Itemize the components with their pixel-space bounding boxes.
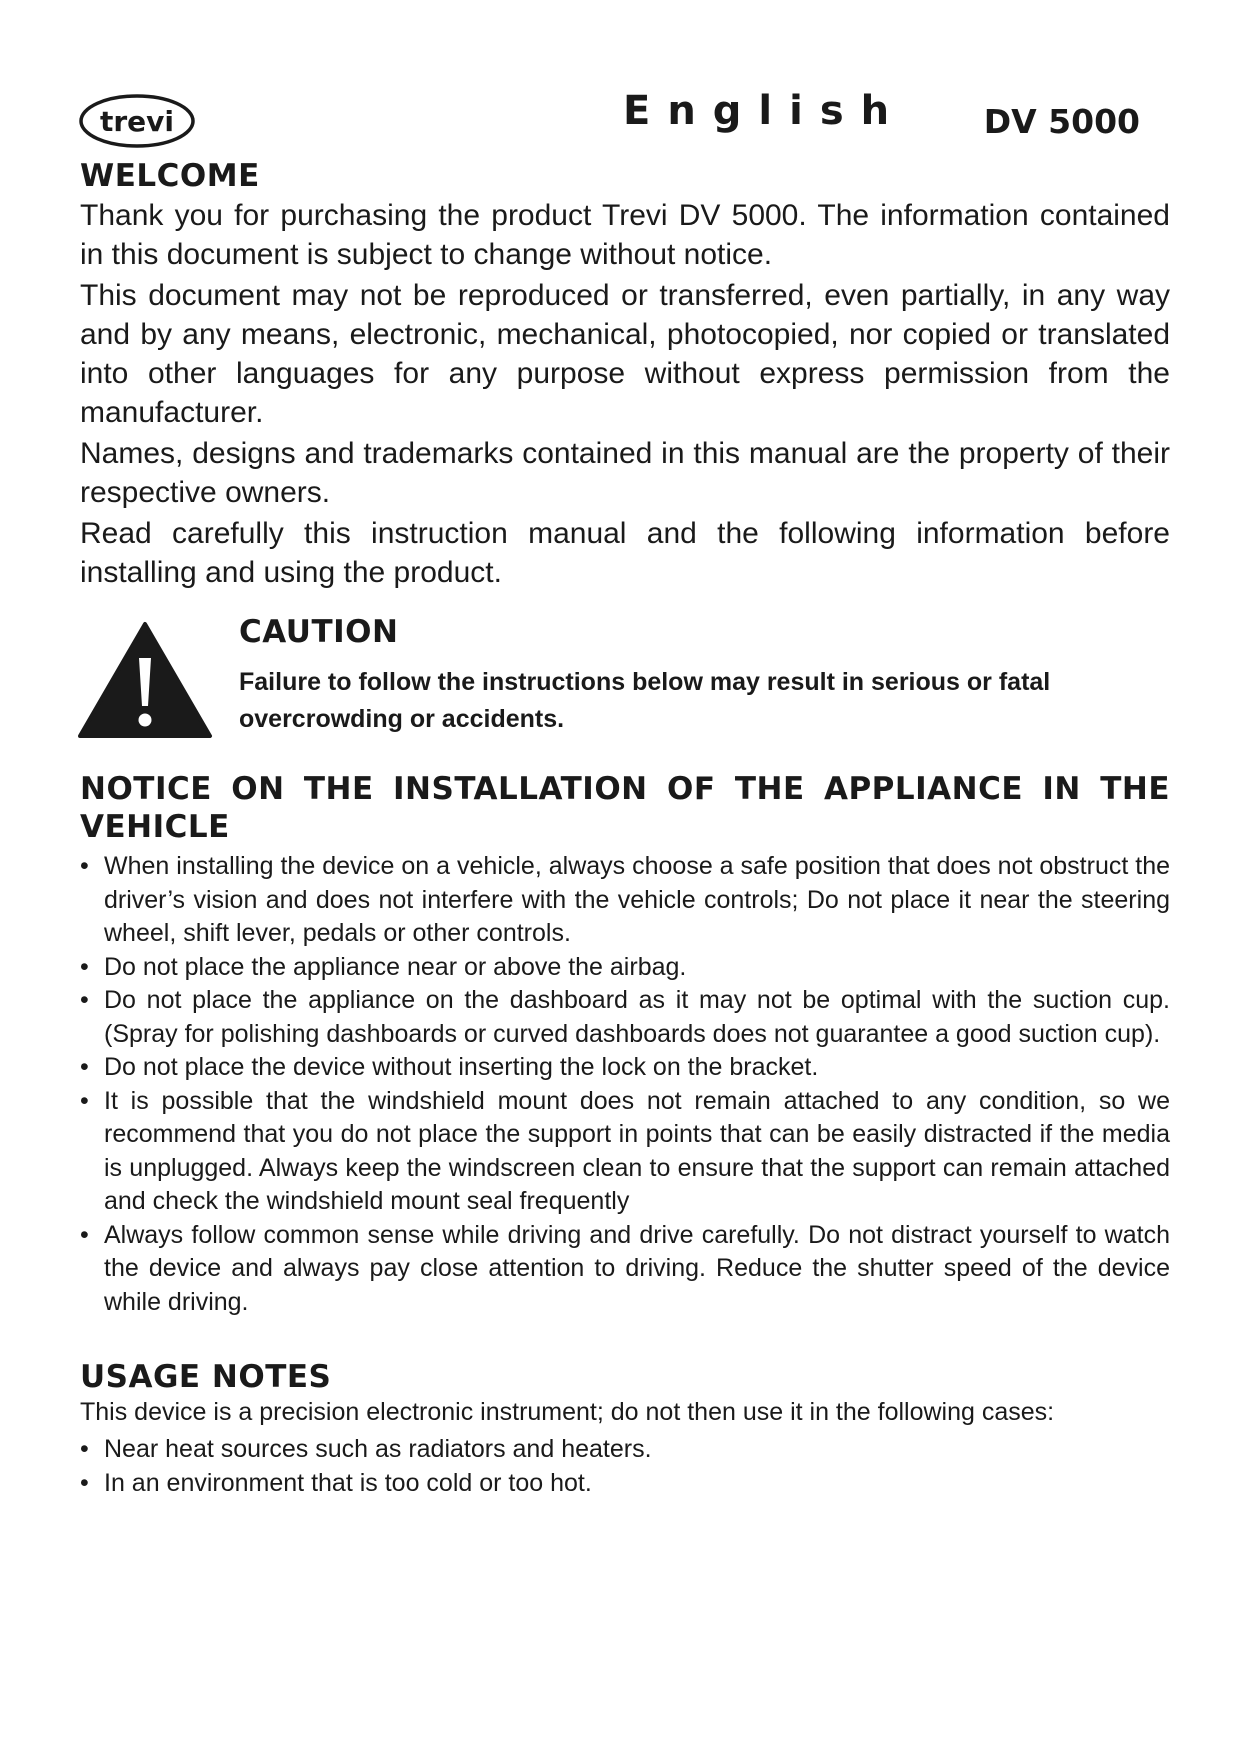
caution-block <box>80 614 1170 744</box>
notice-list <box>80 850 1170 1319</box>
language-title: English <box>623 88 907 134</box>
usage-list <box>80 1433 1170 1500</box>
caution-heading: CAUTION <box>239 614 399 650</box>
caution-text <box>239 614 1169 738</box>
list-item: • In an environment that is too cold or too hot. <box>80 1467 1170 1501</box>
list-item: • Do not place the appliance on the dashboard as it may not be optimal with the suction cup. (Spray for polishing dashboards or curved dashboards does not guarantee a good suction cup). <box>80 984 1170 1051</box>
list-item: • It is possible that the windshield mount does not remain attached to any condition, so we recommend that you do not place the support in points that can be easily distracted if the media is unplugged. Always keep the windscreen clean to ensure that the support can remain attached and check the windshield mount seal frequently <box>80 1085 1170 1219</box>
welcome-paragraph: This document may not be reproduced or transferred, even partially, in any way and by any means, electronic, mechanical, photocopied, nor copied or translated into other languages for any purpose without express permission from the manufacturer. <box>80 279 1170 429</box>
list-item: • When installing the device on a vehicle, always choose a safe position that does not obstruct the driver’s vision and does not interfere with the vehicle controls; Do not place it near the steering wheel, shift lever, pedals or other controls. <box>80 850 1170 951</box>
list-item: • Do not place the appliance near or above the airbag. <box>80 951 1170 985</box>
caution-message: Failure to follow the instructions below may result in serious or fatal overcrowding or accidents. <box>239 668 1051 733</box>
trevi-logo <box>78 93 196 149</box>
model-number: DV 5000 <box>983 102 1140 141</box>
warning-triangle-icon <box>76 620 214 740</box>
list-item: • Always follow common sense while driving and drive carefully. Do not distract yourself to watch the device and always pay close attention to driving. Reduce the shutter speed of the device while driving. <box>80 1219 1170 1320</box>
logo-text: trevi <box>99 105 175 138</box>
notice-heading: NOTICE ON THE INSTALLATION OF THE APPLIANCE IN THE VEHICLE <box>80 771 1170 845</box>
welcome-paragraph: Thank you for purchasing the product Trevi DV 5000. The information contained in this document is subject to change without notice. <box>80 199 1170 271</box>
welcome-heading: WELCOME <box>80 158 260 194</box>
welcome-paragraph: Read carefully this instruction manual and the following information before installing and using the product. <box>80 517 1170 589</box>
page-header <box>78 88 1168 158</box>
usage-intro: This device is a precision electronic instrument; do not then use it in the following cases: <box>80 1398 1055 1426</box>
welcome-paragraph: Names, designs and trademarks contained in this manual are the property of their respective owners. <box>80 437 1170 509</box>
list-item: • Near heat sources such as radiators and heaters. <box>80 1433 1170 1467</box>
main-content <box>80 158 1170 1500</box>
list-item: • Do not place the device without inserting the lock on the bracket. <box>80 1051 1170 1085</box>
usage-heading: USAGE NOTES <box>80 1359 332 1395</box>
